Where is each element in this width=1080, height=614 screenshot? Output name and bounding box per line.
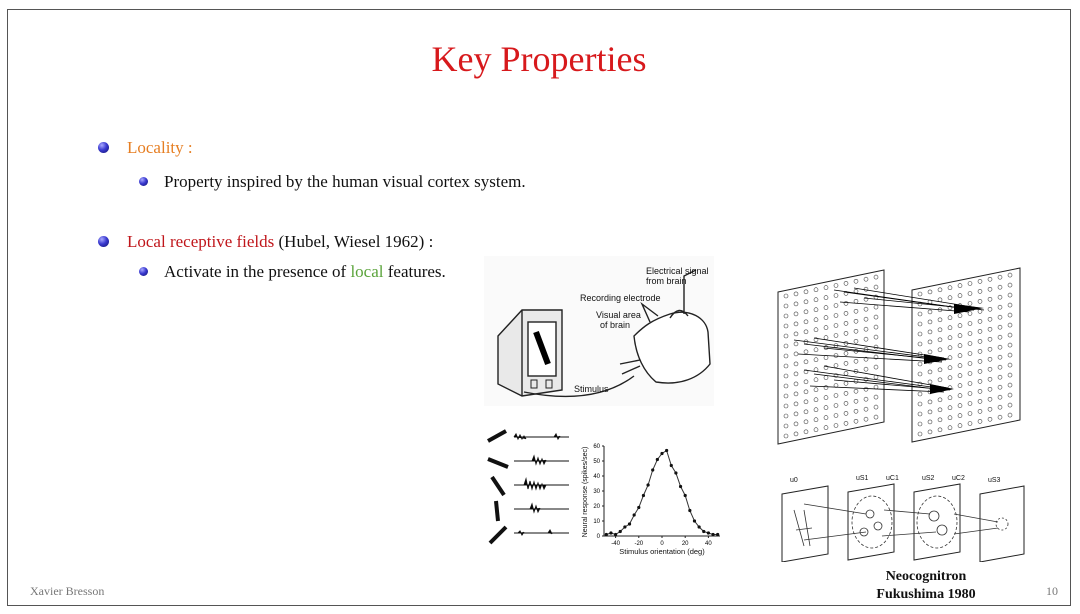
data-point (702, 530, 705, 533)
slide (7, 9, 1071, 606)
data-point (670, 464, 673, 467)
data-point (698, 525, 701, 528)
chart-ylabel: Neural response (spikes/sec) (582, 446, 589, 538)
data-point (665, 449, 668, 452)
label-visual-2: of brain (600, 320, 631, 330)
x-tick-label: -20 (634, 541, 644, 547)
data-point (688, 509, 691, 512)
layer-label-uc2: uC2 (952, 475, 965, 482)
y-tick-label: 30 (593, 489, 600, 495)
label-visual: Visual area (596, 310, 641, 320)
data-point (619, 530, 622, 533)
orientation-stimuli-figure (484, 425, 574, 553)
neocognitron-caption (856, 568, 996, 604)
bullet-locality (98, 138, 193, 158)
label-signal-2: from brain (646, 276, 687, 286)
x-tick-label: 0 (660, 541, 664, 547)
receptive-sub-post: features. (383, 262, 446, 281)
data-point (656, 458, 659, 461)
label-signal: Electrical signal (646, 266, 709, 276)
layer-label-u0: u0 (790, 477, 798, 484)
bullet-receptive-sub (139, 262, 446, 282)
locality-sub-text: Property inspired by the human visual cortex system. (164, 172, 526, 191)
layer-label-us1: uS1 (856, 475, 869, 482)
data-point (684, 494, 687, 497)
footer-author: Xavier Bresson (30, 584, 105, 598)
data-point (660, 452, 663, 455)
bullet-locality-sub (139, 172, 526, 192)
data-point (711, 533, 714, 536)
tuning-curve-chart (578, 438, 728, 556)
layer-label-uc1: uC1 (886, 475, 899, 482)
layer-label-us2: uS2 (922, 475, 935, 482)
data-point (609, 531, 612, 534)
x-tick-label: -40 (611, 541, 620, 547)
caption-line-1: Neocognitron (885, 569, 967, 584)
bullet-dot-icon (98, 142, 109, 153)
data-point (651, 468, 654, 471)
receptive-sub-pre: Activate in the presence of (164, 262, 351, 281)
label-electrode: Recording electrode (580, 293, 661, 303)
y-tick-label: 10 (593, 519, 600, 525)
bullet-dot-icon (139, 177, 148, 186)
chart-xlabel: Stimulus orientation (deg) (619, 547, 705, 556)
tuning-curve-line (606, 451, 717, 535)
slide-title: Key Properties (431, 39, 647, 79)
y-tick-label: 60 (593, 444, 600, 450)
data-point (716, 533, 719, 536)
data-point (605, 533, 608, 536)
data-point (674, 471, 677, 474)
receptive-sub-highlight: local (350, 262, 384, 281)
data-point (623, 525, 626, 528)
data-point (707, 531, 710, 534)
locality-label: Locality : (127, 138, 193, 157)
data-point (646, 483, 649, 486)
data-point (637, 506, 640, 509)
bullet-receptive (98, 232, 433, 252)
y-tick-label: 20 (593, 504, 600, 510)
cat-experiment-figure (484, 256, 714, 406)
bullet-dot-icon (139, 267, 148, 276)
receptive-rest: (Hubel, Wiesel 1962) : (274, 232, 434, 251)
data-point (642, 494, 645, 497)
caption-line-2: Fukushima 1980 (876, 587, 976, 602)
neocognitron-layers-figure (774, 470, 1030, 562)
y-tick-label: 0 (596, 534, 600, 540)
data-point (693, 519, 696, 522)
receptive-field-grid-figure (774, 262, 1030, 450)
y-tick-label: 40 (593, 474, 600, 480)
data-point (633, 513, 636, 516)
y-tick-label: 50 (593, 459, 600, 465)
x-tick-label: 20 (681, 541, 689, 547)
label-stimulus: Stimulus (574, 384, 609, 394)
data-point (679, 485, 682, 488)
footer-page-number: 10 (1046, 584, 1058, 598)
bullet-dot-icon (98, 236, 109, 247)
layer-label-us3: uS3 (988, 477, 1001, 484)
receptive-label: Local receptive fields (127, 232, 275, 251)
x-tick-label: 40 (705, 541, 712, 547)
data-point (628, 522, 631, 525)
data-point (614, 533, 617, 536)
